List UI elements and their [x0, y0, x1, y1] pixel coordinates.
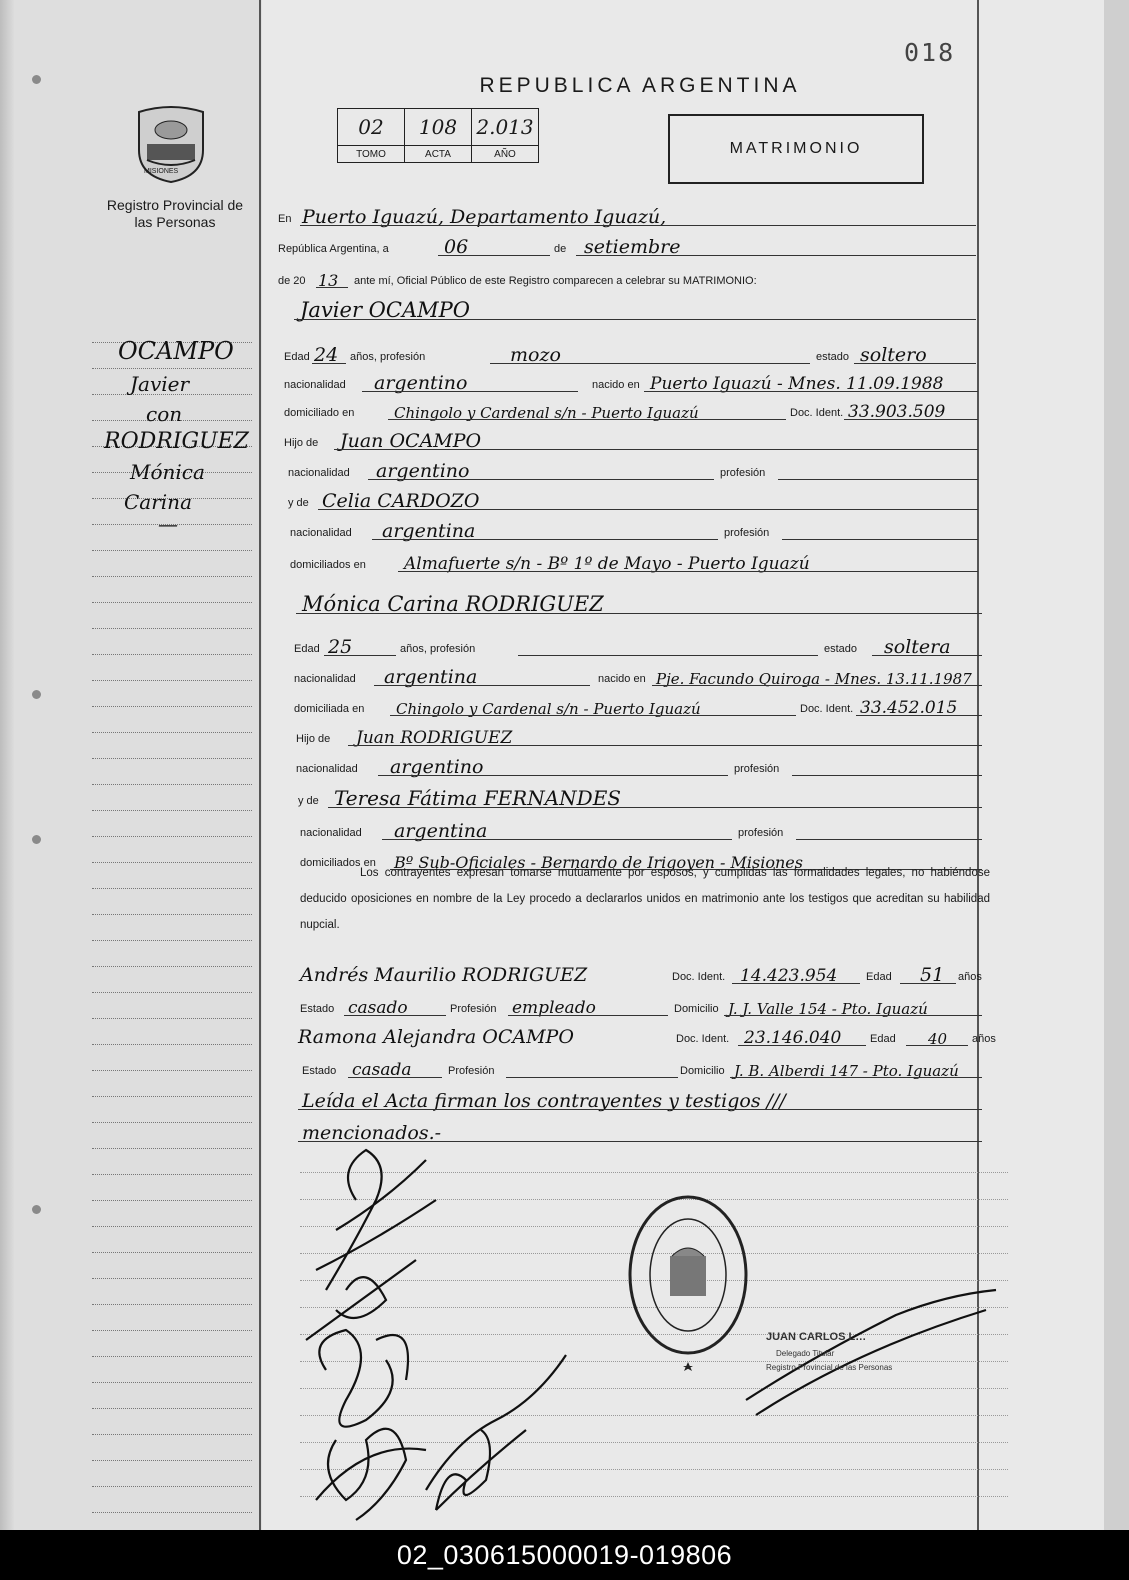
underline — [378, 775, 728, 776]
underline — [328, 807, 982, 808]
margin-note-surname-2: RODRIGUEZ — [104, 429, 249, 454]
field-label: profesión — [734, 763, 780, 775]
field-label: Profesión — [448, 1065, 495, 1077]
country-heading: REPUBLICA ARGENTINA — [479, 74, 801, 97]
field-label: República Argentina, a — [278, 243, 389, 255]
witness1-status-row — [278, 992, 978, 1018]
field-label: nacionalidad — [288, 467, 350, 479]
margin-dotted-line — [92, 914, 252, 915]
underline — [738, 1045, 866, 1046]
witness1-address: J. J. Valle 154 - Pto. Iguazú — [728, 1000, 928, 1018]
underline — [390, 715, 796, 716]
underline — [382, 839, 732, 840]
crest-label: MISIONES — [144, 168, 179, 175]
intro-row-date — [278, 232, 978, 258]
margin-dotted-line — [92, 368, 252, 369]
groom-father-nat-row — [278, 456, 978, 482]
bride-age: 25 — [328, 636, 353, 658]
margin-dotted-line — [92, 1226, 252, 1227]
groom-address-row — [278, 396, 978, 422]
margin-dotted-line — [92, 888, 252, 889]
underline — [324, 655, 396, 656]
field-label: Domicilio — [674, 1003, 719, 1015]
acta-value: 108 — [405, 109, 472, 146]
margin-dotted-line — [92, 732, 252, 733]
witness2-status: casada — [352, 1060, 412, 1080]
tomo-acta-ano-box — [337, 108, 539, 163]
underline — [344, 1015, 446, 1016]
groom-birthplace: Puerto Iguazú - Mnes. 11.09.1988 — [650, 374, 944, 394]
underline — [724, 1015, 982, 1016]
groom-age-row — [278, 340, 978, 366]
underline — [778, 479, 978, 480]
witness2-address: J. B. Alberdi 147 - Pto. Iguazú — [734, 1062, 959, 1080]
field-label: años — [972, 1033, 996, 1045]
margin-dotted-line — [92, 1434, 252, 1435]
underline — [312, 363, 346, 364]
groom-nationality: argentino — [374, 372, 468, 394]
underline — [782, 539, 978, 540]
field-label: Doc. Ident. — [790, 407, 844, 419]
field-label: Domicilio — [680, 1065, 725, 1077]
groom-age: 24 — [314, 344, 339, 366]
ano-label: AÑO — [472, 146, 539, 163]
underline — [294, 319, 976, 320]
field-label: estado — [816, 351, 850, 363]
field-label: Profesión — [450, 1003, 497, 1015]
groom-document: 33.903.509 — [848, 402, 946, 422]
groom-mother-nationality: argentina — [382, 520, 476, 542]
underline — [388, 419, 786, 420]
groom-name-row — [278, 296, 978, 322]
bride-name: Mónica Carina RODRIGUEZ — [302, 592, 604, 616]
field-label: domiciliados en — [300, 857, 376, 869]
underline — [372, 539, 718, 540]
margin-dotted-line — [92, 1330, 252, 1331]
underline — [796, 839, 982, 840]
margin-dotted-line — [92, 1044, 252, 1045]
underline — [792, 775, 982, 776]
margin-dotted-line — [92, 654, 252, 655]
groom-address: Chingolo y Cardenal s/n - Puerto Iguazú — [394, 404, 699, 422]
witness1-age: 51 — [920, 964, 945, 986]
intro-row-year — [278, 264, 978, 290]
field-label: En — [278, 213, 292, 225]
bride-mother-nat-row — [278, 816, 978, 842]
margin-dotted-line — [92, 1018, 252, 1019]
field-label: años, profesión — [400, 643, 476, 655]
bride-name-row — [278, 590, 978, 616]
margin-dotted-line — [92, 862, 252, 863]
field-label: Edad — [294, 643, 320, 655]
intro-row-place — [278, 202, 978, 228]
bride-document: 33.452.015 — [860, 698, 958, 718]
field-label: nacido en — [592, 379, 640, 391]
underline — [854, 363, 976, 364]
bride-father-nationality: argentino — [390, 756, 484, 778]
closing-text-1: Leída el Acta firman los contrayentes y testigos /// — [302, 1090, 786, 1112]
binding-hole — [32, 690, 41, 699]
witness1-name: Andrés Maurilio RODRIGUEZ — [300, 964, 588, 986]
bride-father-nat-row — [278, 752, 978, 778]
underline — [296, 613, 982, 614]
underline — [374, 685, 590, 686]
groom-mother-row — [278, 486, 978, 512]
margin-note-name-2: Mónica — [130, 460, 205, 484]
field-label: y de — [288, 497, 309, 509]
bride-mother-nationality: argentina — [394, 820, 488, 842]
bride-status: soltera — [884, 636, 951, 658]
witness2-row — [278, 1022, 996, 1048]
witness2-document: 23.146.040 — [744, 1028, 842, 1048]
groom-parents-address-row — [278, 548, 978, 574]
margin-note-name: Javier — [130, 372, 190, 396]
underline — [518, 655, 818, 656]
groom-name: Javier OCAMPO — [300, 298, 470, 322]
underline — [368, 479, 714, 480]
underline — [508, 1015, 668, 1016]
margin-note-con: con — [146, 402, 183, 426]
field-label: y de — [298, 795, 319, 807]
margin-dotted-line — [92, 784, 252, 785]
margin-dotted-line — [92, 1174, 252, 1175]
margin-dotted-line — [92, 810, 252, 811]
margin-dotted-line — [92, 1070, 252, 1071]
margin-dotted-line — [92, 1096, 252, 1097]
margin-dotted-line — [92, 1200, 252, 1201]
underline — [732, 983, 860, 984]
closing-row-1 — [278, 1086, 978, 1112]
bride-address: Chingolo y Cardenal s/n - Puerto Iguazú — [396, 700, 701, 718]
groom-status: soltero — [860, 344, 927, 366]
witness1-row — [278, 960, 982, 986]
margin-dotted-line — [92, 576, 252, 577]
registry-seal-icon — [630, 1197, 746, 1371]
binding-hole — [32, 1205, 41, 1214]
witness2-age: 40 — [928, 1030, 948, 1048]
field-label: nacido en — [598, 673, 646, 685]
bride-birthplace: Pje. Facundo Quiroga - Mnes. 13.11.1987 — [656, 670, 972, 688]
margin-rule — [259, 0, 261, 1530]
field-label: de 20 — [278, 275, 306, 287]
margin-note-name-3: Carina — [124, 490, 192, 514]
field-label: domiciliados en — [290, 559, 366, 571]
underline — [644, 391, 978, 392]
margin-dotted-line — [92, 992, 252, 993]
bride-parents-address: Bº Sub-Oficiales - Bernardo de Irigoyen - Misiones — [394, 853, 803, 872]
bride-father-row — [278, 722, 978, 748]
marriage-month: setiembre — [584, 236, 681, 258]
margin-dotted-line — [92, 1122, 252, 1123]
binding-hole — [32, 835, 41, 844]
field-label: Hijo de — [296, 733, 331, 745]
field-label: nacionalidad — [296, 763, 358, 775]
field-label: domiciliado en — [284, 407, 355, 419]
underline — [490, 363, 810, 364]
underline — [844, 419, 978, 420]
field-label: de — [554, 243, 567, 255]
registry-name: Registro Provincial de las Personas — [106, 197, 244, 230]
underline — [348, 1077, 442, 1078]
bride-mother-row — [278, 784, 978, 810]
witness1-profession: empleado — [512, 998, 596, 1018]
bride-age-row — [278, 632, 978, 658]
underline — [298, 1109, 982, 1110]
margin-dotted-line — [92, 1382, 252, 1383]
signatures-area — [296, 1140, 1036, 1530]
underline — [900, 983, 956, 984]
witness1-document: 14.423.954 — [740, 966, 838, 986]
groom-father-row — [278, 426, 978, 452]
margin-dotted-line — [92, 602, 252, 603]
field-label: años, profesión — [350, 351, 426, 363]
marriage-day: 06 — [444, 236, 469, 258]
field-label: Doc. Ident. — [676, 1033, 730, 1045]
underline — [334, 449, 978, 450]
groom-father: Juan OCAMPO — [340, 430, 482, 452]
underline — [348, 745, 982, 746]
groom-father-nationality: argentino — [376, 460, 470, 482]
margin-dotted-line — [92, 680, 252, 681]
margin-note-surname: OCAMPO — [118, 337, 234, 365]
margin-note-dash: — — [158, 512, 178, 536]
field-label: nacionalidad — [284, 379, 346, 391]
binding-edge — [0, 0, 14, 1530]
field-label: Doc. Ident. — [672, 971, 726, 983]
groom-nationality-row — [278, 368, 978, 394]
bride-nationality: argentina — [384, 666, 478, 688]
field-label: Edad — [866, 971, 892, 983]
margin-dotted-line — [92, 1252, 252, 1253]
field-label: Edad — [284, 351, 310, 363]
underline — [362, 391, 578, 392]
field-label: profesión — [720, 467, 766, 479]
underline — [906, 1045, 968, 1046]
groom-parents-address: Almafuerte s/n - Bº 1º de Mayo - Puerto Iguazú — [404, 554, 810, 574]
margin-dotted-line — [92, 1512, 252, 1513]
witness2-name: Ramona Alejandra OCAMPO — [298, 1026, 574, 1048]
groom-profession: mozo — [510, 344, 561, 366]
field-label: años — [958, 971, 982, 983]
groom-mother: Celia CARDOZO — [322, 490, 480, 512]
margin-dotted-line — [92, 1304, 252, 1305]
declaration-text: Los contrayentes expresan tomarse mutuamente por esposos, y cumplidas las formalidades legales, no habiéndose deducido oposiciones en nombre de la Ley procedo a declararlos unidos en matrimonio ante los testigos que acreditan su habilidad nupcial. — [300, 867, 990, 931]
witness2-status-row — [278, 1054, 978, 1080]
underline — [318, 509, 978, 510]
underline — [872, 655, 982, 656]
field-label: profesión — [738, 827, 784, 839]
field-label: Hijo de — [284, 437, 319, 449]
underline — [300, 225, 976, 226]
bride-father: Juan RODRIGUEZ — [356, 728, 513, 748]
official-stamp-role: Delegado Titular — [776, 1349, 835, 1358]
groom-mother-nat-row — [278, 516, 978, 542]
underline — [652, 685, 982, 686]
margin-dotted-line — [92, 758, 252, 759]
underline — [856, 715, 982, 716]
field-label: estado — [824, 643, 858, 655]
margin-dotted-line — [92, 966, 252, 967]
tomo-label: TOMO — [338, 146, 405, 163]
field-label: nacionalidad — [290, 527, 352, 539]
margin-dotted-line — [92, 1148, 252, 1149]
margin-dotted-line — [92, 836, 252, 837]
folio-number: 018 — [904, 38, 956, 67]
tomo-value: 02 — [338, 109, 405, 146]
closing-text-2: mencionados.- — [302, 1122, 442, 1144]
margin-dotted-line — [92, 1408, 252, 1409]
margin-dotted-line — [92, 1460, 252, 1461]
field-label: Estado — [300, 1003, 335, 1015]
acta-label: ACTA — [405, 146, 472, 163]
field-label: domiciliada en — [294, 703, 365, 715]
field-label: Doc. Ident. — [800, 703, 854, 715]
field-label: nacionalidad — [300, 827, 362, 839]
margin-dotted-line — [92, 940, 252, 941]
page-edge — [1104, 0, 1129, 1530]
binding-hole — [32, 75, 41, 84]
margin-dotted-line — [92, 628, 252, 629]
official-stamp-text: JUAN CARLOS L… — [766, 1331, 867, 1343]
underline — [730, 1077, 982, 1078]
act-type-box: MATRIMONIO — [668, 114, 924, 184]
margin-dotted-line — [92, 550, 252, 551]
marriage-place: Puerto Iguazú, Departamento Iguazú, — [302, 206, 667, 228]
official-stamp-office: Registro Provincial de las Personas — [766, 1363, 893, 1372]
marriage-year: 13 — [318, 271, 339, 290]
field-label: Edad — [870, 1033, 896, 1045]
margin-dotted-line — [92, 1278, 252, 1279]
witness1-status: casado — [348, 998, 408, 1018]
bride-nationality-row — [278, 662, 978, 688]
image-caption: 02_030615000019-019806 — [396, 1540, 733, 1570]
ano-value: 2.013 — [472, 109, 539, 146]
margin-dotted-line — [92, 1356, 252, 1357]
bride-mother: Teresa Fátima FERNANDES — [334, 786, 622, 810]
field-label: Estado — [302, 1065, 337, 1077]
bride-address-row — [278, 692, 978, 718]
underline — [506, 1077, 678, 1078]
margin-dotted-line — [92, 1486, 252, 1487]
underline — [316, 287, 348, 288]
field-label: nacionalidad — [294, 673, 356, 685]
intro-text: ante mí, Oficial Público de este Registro comparecen a celebrar su MATRIMONIO: — [354, 275, 757, 287]
margin-dotted-line — [92, 706, 252, 707]
underline — [398, 571, 978, 572]
field-label: profesión — [724, 527, 770, 539]
